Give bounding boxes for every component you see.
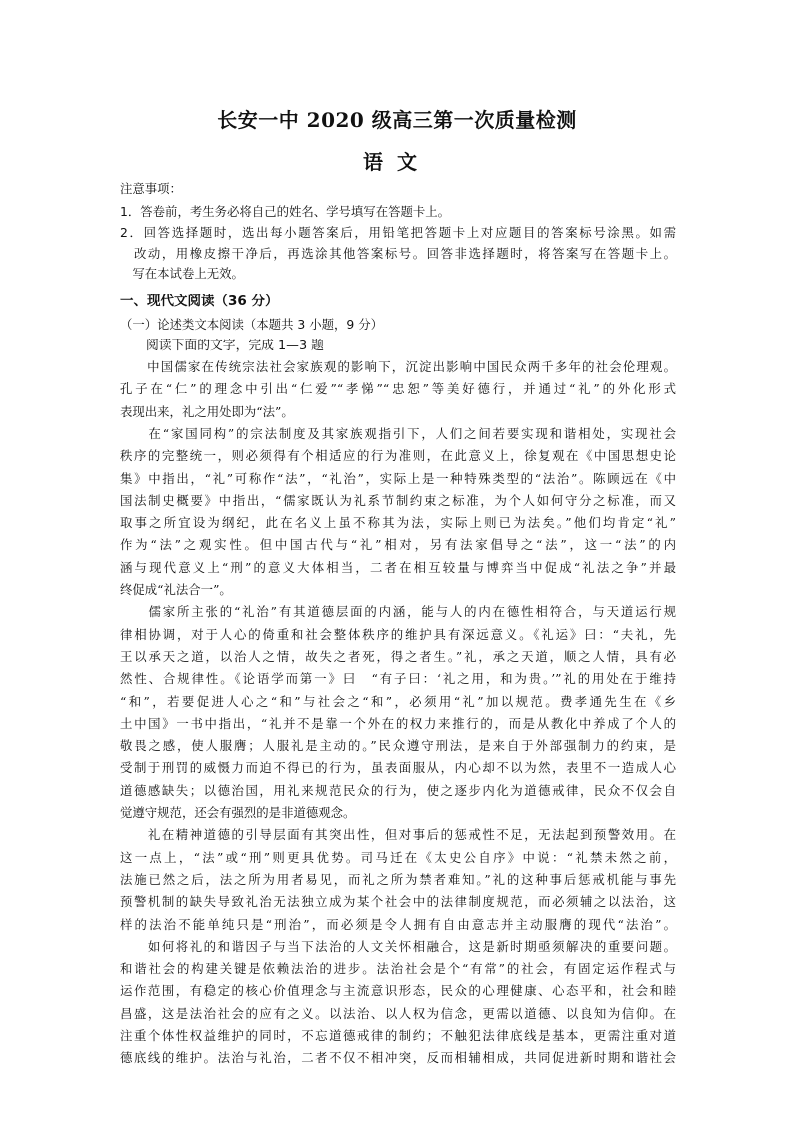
passage-line: 国法制史概要》中指出，“儒家既认为礼系节制约束之标准，为个人如何守分之标准，而又	[120, 493, 676, 508]
passage-line: 预警机制的缺失导致礼治无法独立成为某个社会中的法律制度规范，而必须辅之以法治，这	[120, 895, 676, 910]
section-heading: 一、现代文阅读（36 分）	[120, 294, 279, 308]
passage-line: 王以承天之道，以治人之情，故失之者死，得之者生。”礼，承之天道，顺之人情，具有必	[120, 649, 676, 664]
passage-line: 注重个体性权益维护的同时，不忘道德戒律的制约；不触犯法律底线是基本，更需注重对道	[120, 1029, 676, 1043]
passage-line: “和”，若要促进人心之“和”与社会之“和”，必须用“礼”加以规范。费孝通先生在《乡	[120, 694, 676, 709]
passage-line: 礼在精神道德的引导层面有其突出性，但对事后的惩戒性不足，无法起到预警效用。在	[120, 828, 676, 843]
passage-line: 样的法治不能单纯只是“刑治”，而必须是令人拥有自由意志并主动服膺的现代“法治”。	[120, 917, 676, 932]
passage-line: 如何将礼的和谐因子与当下法治的人文关怀相融合，这是新时期亟须解决的重要问题。	[120, 939, 676, 954]
passage-line: 这一点上，“法”或“刑”则更具优势。司马迁在《太史公自序》中说：“礼禁未然之前，	[120, 850, 676, 865]
notice-heading: 注意事项：	[120, 182, 182, 196]
passage-line: 儒家所主张的“礼治”有其道德层面的内涵，能与人的内在德性相符合，与天道运行规	[120, 605, 676, 620]
passage-line: 律相协调，对于人心的倚重和社会整体秩序的维护具有深远意义。《礼运》曰：“夫礼，先	[120, 627, 676, 642]
notice-line: 改动，用橡皮擦干净后，再选涂其他答案标号。回答非选择题时，将答案写在答题卡上。	[120, 247, 676, 261]
passage-line: 道德感缺失；以德治国，用礼来规范民众的行为，使之逐步内化为道德戒律，民众不仅会自	[120, 783, 676, 798]
passage-line: 觉遵守规范，还会有强烈的是非道德观念。	[120, 806, 356, 820]
reading-instruction: 阅读下面的文字，完成 1—3 题	[146, 339, 324, 353]
passage-line: 受制于刑罚的威慑力而迫不得已的行为，虽表面服从，内心却不以为然，表里不一造成人心	[120, 761, 676, 776]
passage-line: 集》中指出，“礼”可称作“法”，“礼治”，实际上是一种特殊类型的“法治”。陈顾远在《中	[120, 471, 676, 486]
notice-line: 写在本试卷上无效。	[120, 267, 244, 281]
passage-line: 取事之所宜设为纲纪，此在名义上虽不称其为法，实际上则已为法矣。”他们均肯定“礼”	[120, 516, 676, 531]
passage-line: 终促成“礼法合一”。	[120, 583, 232, 597]
passage-line: 和谐社会的构建关键是依赖法治的进步。法治社会是个“有常”的社会，有固定运作程式与	[120, 962, 676, 977]
passage-line: 土中国》一书中指出，“礼并不是靠一个外在的权力来推行的，而是从教化中养成了个人的	[120, 716, 676, 731]
passage-line: 敬畏之感，使人服膺；人服礼是主动的。”民众遵守刑法，是来自于外部强制力的约束，是	[120, 739, 676, 754]
passage-line: 秩序的完整统一，则必须得有个相适应的行为准则，在此意义上，徐复观在《中国思想史论	[120, 449, 676, 464]
passage-line: 孔子在“仁”的理念中引出“仁爱”“孝悌”“忠恕”等美好德行，并通过“礼”的外化形式	[120, 382, 676, 397]
passage-line: 作为“法”之观实性。但中国古代与“礼”相对，另有法家倡导之“法”，这一“法”的内	[120, 538, 676, 553]
passage-line: 法施已然之后，法之所为用者易见，而礼之所为禁者难知。”礼的这种事后惩戒机能与事先	[120, 872, 676, 887]
passage-line: 中国儒家在传统宗法社会家族观的影响下，沉淀出影响中国民众两千多年的社会伦理观。	[120, 360, 676, 374]
passage-line: 涵与现代意义上“刑”的意义大体相当，二者在相互较量与博弈当中促成“礼法之争”并最	[120, 560, 676, 575]
passage-line: 运作范围，有稳定的核心价值理念与主流意识形态，民众的心理健康、心态平和，社会和睦	[120, 984, 676, 999]
section-subheading: （一）论述类文本阅读（本题共 3 小题，9 分）	[120, 318, 384, 332]
exam-title: 长安一中 2020 级高三第一次质量检测	[217, 108, 577, 132]
passage-line: 德底线的维护。法治与礼治，二者不仅不相冲突，反而相辅相成，共同促进新时期和谐社会	[120, 1051, 676, 1066]
passage-line: 昌盛，这是法治社会的应有之义。以法治、以人权为信念，更需以道德、以良知为信仰。在	[120, 1006, 676, 1021]
notice-line: 1．答卷前，考生务必将自己的姓名、学号填写在答题卡上。	[120, 205, 451, 219]
passage-line: 在“家国同构”的宗法制度及其家族观指引下，人们之间若要实现和谐相处，实现社会	[120, 426, 676, 441]
notice-line: 2．回答选择题时，选出每小题答案后，用铅笔把答题卡上对应题目的答案标号涂黑。如需	[120, 226, 676, 240]
passage-line: 表现出来，礼之用处即为“法”。	[120, 404, 294, 419]
subject-title: 语文	[363, 150, 431, 174]
passage-line: 然性、合规律性。《论语学而第一》曰 “有子曰：‘礼之用，和为贵。’”礼的用处在于维持	[120, 672, 676, 687]
